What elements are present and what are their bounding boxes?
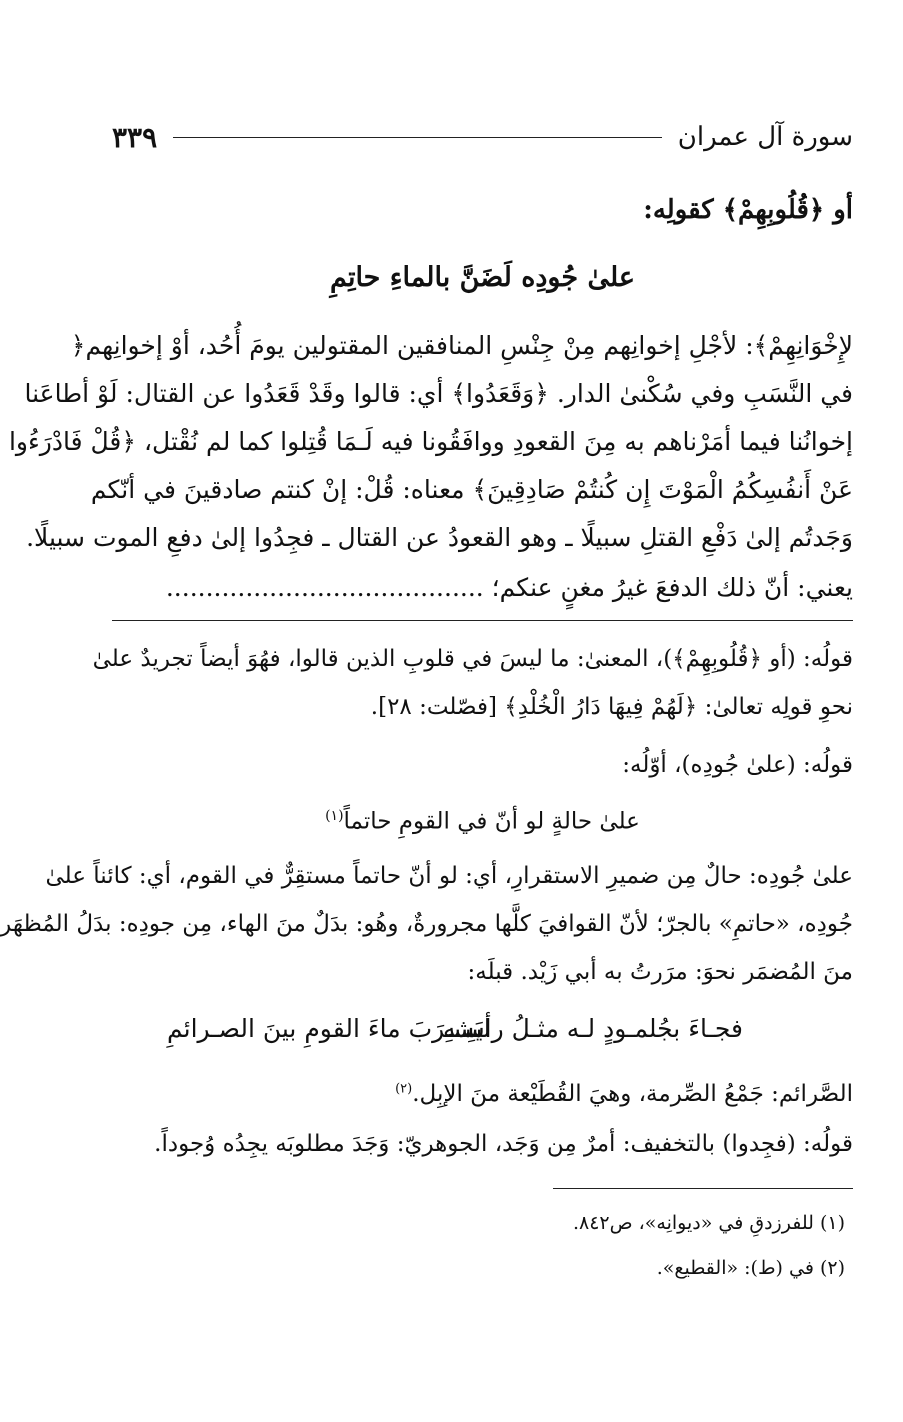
header-rule (173, 137, 662, 138)
commentary-line-6: منَ المُضمَر نحوَ: مرَرتُ به أبي زَيْد. قبلَه: (467, 959, 853, 985)
commentary-line-4: علىٰ جُودِه: حالٌ مِن ضميرِ الاستقرارِ، أي: لو أنّ حاتماً مستقِرٌّ في القوم، أي: كائناً علىٰ (45, 863, 853, 889)
sura-title: سورة آل عمران (677, 122, 853, 152)
footnote-1: (١) للفرزدقِ في «ديوانِه»، ص٨٤٢. (572, 1212, 845, 1234)
main-line-6: وَجَدتُم إلىٰ دَفْعِ القتلِ سبيلًا ـ وهو القعودُ عن القتال ـ فجِدُوا إلىٰ دفعِ الموت سبيلًا. (26, 523, 853, 552)
footnote-2: (٢) في (ط): «القطيع». (656, 1257, 845, 1279)
footnote-rule (553, 1188, 853, 1189)
verse-line: علىٰ جُودِه لَضَنَّ بالماءِ حاتِمِ (329, 262, 636, 293)
main-line-3: في النَّسَبِ وفي سُكْنىٰ الدار. ﴿وَقَعَدُوا﴾ أي: قالوا وقَدْ قَعَدُوا عن القتال: لَوْ أطاعَنا (24, 379, 853, 408)
commentary-line-7-text: الصَّرائم: جَمْعُ الصِّرمة، وهيَ القُطَيْعة منَ الإبِل. (412, 1081, 853, 1107)
verse-quote-1-text: علىٰ حالةٍ لو أنّ في القومِ حاتماً (343, 808, 640, 835)
main-line-4: إخوانُنا فيما أمَرْناهم به مِنَ القعودِ ووافَقُونا فيه لَـمَا قُتِلوا كما لم نُقْتل، ﴿قُلْ فَادْرَءُوا (8, 427, 853, 456)
footnote-ref-2: (٢) (395, 1081, 413, 1097)
commentary-line-8: قولُه: (فجِدوا) بالتخفيف: أمرٌ مِن وَجَد، الجوهريّ: وَجَدَ مطلوبَه يجِدُه وُجوداً. (154, 1131, 853, 1157)
verse-quote-1 (112, 808, 853, 835)
footnote-ref-1: (١) (325, 808, 344, 824)
verse-quote-2 (112, 1014, 853, 1054)
commentary-line-3: قولُه: (علىٰ جُودِه)، أوّلُه: (622, 752, 853, 778)
main-line-1: أو ﴿قُلُوبِهِمْ﴾ كقولِه: (643, 195, 853, 225)
main-line-2: لإِخْوَانِهِمْ﴾: لأجْلِ إخوانِهم مِنْ جِنْسِ المنافقين المقتولين يومَ أُحُد، أوْ إخوانِهم﴿ (70, 331, 853, 360)
verse-quote-2-second-hemistich: ليَشـرَبَ ماءَ القومِ بينَ الصـرائمِ (167, 1014, 491, 1043)
commentary-line-5: جُودِه، «حاتمِ» بالجرّ؛ لأنّ القوافيَ كلَّها مجرورةٌ، وهُو: بدَلٌ منَ الهاء، مِن جودِه: بدَلُ المُظهَر (0, 911, 853, 937)
page-header (112, 112, 853, 162)
commentary-line-7 (112, 1080, 853, 1110)
main-line-7: يعني: أنّ ذلك الدفعَ غيرُ مغنٍ عنكم؛ ........................................ (165, 573, 853, 602)
verse-quote-2-first-hemistich: فجـاءَ بجُلمـودٍ لـه مثـلُ رأسِـهِ (443, 1014, 743, 1043)
page-number: ٣٣٩ (112, 120, 158, 154)
main-line-5: عَنْ أَنفُسِكُمُ الْمَوْتَ إِن كُنتُمْ صَادِقِينَ﴾ معناه: قُلْ: إنْ كنتم صادقينَ في أنّكم (90, 475, 853, 504)
commentary-divider (112, 620, 853, 621)
commentary-line-2: نحوِ قولِه تعالىٰ: ﴿لَهُمْ فِيهَا دَارُ الْخُلْدِ﴾ [فصّلت: ٢٨]. (370, 694, 853, 720)
commentary-line-1: قولُه: (أو ﴿قُلُوبِهِمْ﴾)، المعنىٰ: ما ليسَ في قلوبِ الذين قالوا، فهُوَ أيضاً تجريدٌ علىٰ (92, 646, 853, 672)
